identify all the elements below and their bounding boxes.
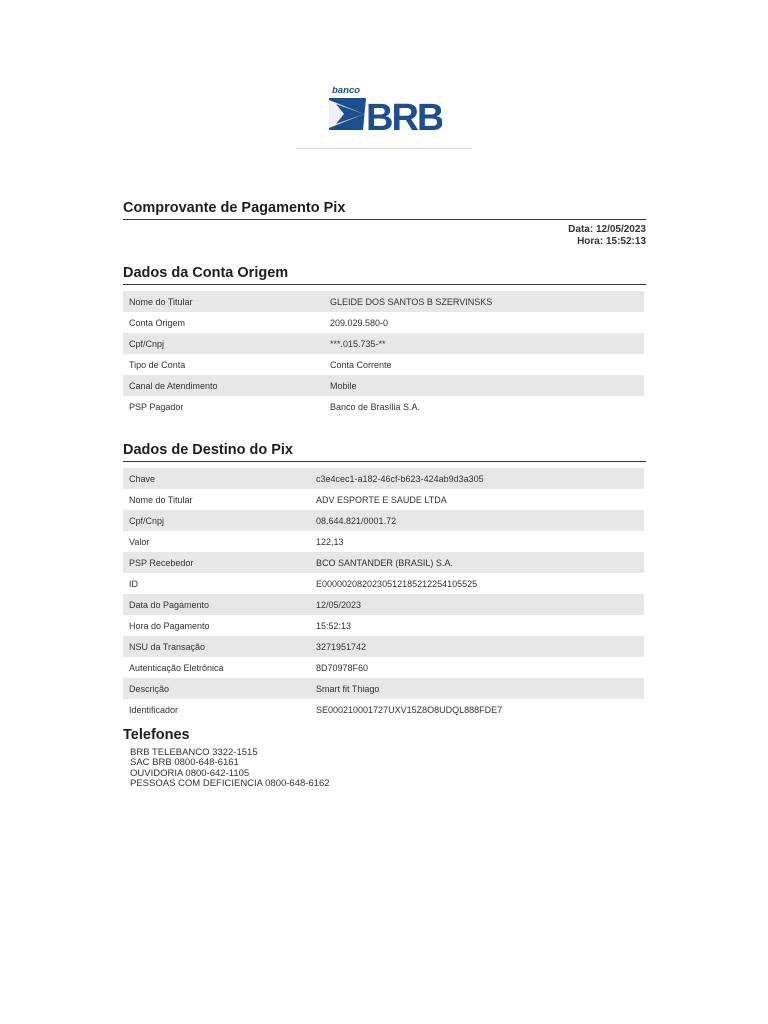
- row-label: Nome do Titular: [129, 494, 193, 505]
- logo-name: BRB: [366, 97, 442, 134]
- table-row: [123, 396, 644, 417]
- receipt-meta: [123, 224, 646, 247]
- row-label: Cpf/Cnpj: [123, 510, 310, 531]
- brb-logo: [326, 84, 442, 134]
- destination-divider: [123, 461, 646, 462]
- page-title: Comprovante de Pagamento Pix: [123, 200, 346, 216]
- row-value: 15:52:13: [316, 620, 352, 631]
- row-label: PSP Pagador: [129, 401, 184, 412]
- receipt-header: [123, 200, 646, 247]
- title-divider: [123, 219, 646, 220]
- phones-section: [123, 727, 646, 789]
- row-value: 8D70978F60: [316, 662, 369, 673]
- row-value: GLEIDE DOS SANTOS B SZERVINSKS: [324, 291, 644, 312]
- row-label: Hora do Pagamento: [129, 620, 210, 631]
- table-row: [123, 531, 644, 552]
- phone-line: SAC BRB 0800-648-6161: [130, 757, 239, 769]
- logo-divider: [296, 148, 472, 149]
- row-value: Mobile: [324, 375, 644, 396]
- table-row: [123, 489, 644, 510]
- row-label: Tipo de Conta: [129, 359, 186, 370]
- row-value: c3e4cec1-a182-46cf-b623-424ab9d3a305: [310, 468, 644, 489]
- row-value: 122,13: [316, 536, 344, 547]
- destination-section: [123, 442, 646, 720]
- table-row: [123, 699, 644, 720]
- row-value: 08.644.821/0001.72: [310, 510, 644, 531]
- phone-line: PESSOAS COM DEFICIENCIA 0800-648-6162: [130, 777, 330, 789]
- receipt-time: Hora: 15:52:13: [577, 235, 646, 247]
- row-value: 12/05/2023: [310, 594, 644, 615]
- row-label: Data do Pagamento: [123, 594, 310, 615]
- table-row: [123, 468, 644, 489]
- row-value: Conta Corrente: [330, 359, 392, 370]
- origin-section: [123, 265, 646, 417]
- row-value: ADV ESPORTE E SAUDE LTDA: [316, 494, 447, 505]
- table-row: [123, 333, 644, 354]
- row-label: Cpf/Cnpj: [123, 333, 324, 354]
- table-row: [123, 354, 644, 375]
- origin-divider: [123, 284, 646, 285]
- table-row: [123, 678, 644, 699]
- table-row: [123, 636, 644, 657]
- table-row: [123, 291, 644, 312]
- logo-small-text: banco: [332, 85, 360, 96]
- table-row: [123, 615, 644, 636]
- row-value: Smart fit Thiago: [310, 678, 644, 699]
- row-value: E00000208202305121852122541055​25: [316, 578, 478, 589]
- table-row: [123, 312, 644, 333]
- phones-title: Telefones: [123, 727, 190, 743]
- table-row: [123, 510, 644, 531]
- origin-table: [123, 291, 644, 417]
- destination-title: Dados de Destino do Pix: [123, 442, 293, 458]
- row-label: Autenticação Eletrônica: [129, 662, 224, 673]
- row-value: ***.015.735-**: [324, 333, 644, 354]
- row-value: 209.029.580-0: [330, 317, 389, 328]
- row-value: SE000210001727UXV15Z8O8UDQL888FDE7: [316, 704, 503, 715]
- row-label: NSU da Transação: [123, 636, 310, 657]
- table-row: [123, 375, 644, 396]
- row-label: Identificador: [129, 704, 179, 715]
- phone-line: BRB TELEBANCO 3322-1515: [130, 747, 258, 758]
- row-label: Canal de Atendimento: [123, 375, 324, 396]
- destination-table: [123, 468, 644, 720]
- row-label: Valor: [129, 536, 150, 547]
- row-value: 3271951742: [310, 636, 644, 657]
- row-label: PSP Recebedor: [123, 552, 310, 573]
- table-row: [123, 657, 644, 678]
- row-label: Descrição: [123, 678, 310, 699]
- row-value: Banco de Brasília S.A.: [330, 401, 421, 412]
- origin-title: Dados da Conta Origem: [123, 265, 289, 281]
- row-label: Conta Origem: [129, 317, 186, 328]
- row-label: ID: [129, 578, 138, 589]
- table-row: [123, 552, 644, 573]
- table-row: [123, 573, 644, 594]
- row-label: Chave: [123, 468, 310, 489]
- phone-line: OUVIDORIA 0800-642-1105: [130, 767, 250, 779]
- receipt-date: Data: 12/05/2023: [568, 224, 646, 235]
- table-row: [123, 594, 644, 615]
- row-value: BCO SANTANDER (BRASIL) S.A.: [310, 552, 644, 573]
- phones-list: [123, 748, 646, 789]
- row-label: Nome do Titular: [123, 291, 324, 312]
